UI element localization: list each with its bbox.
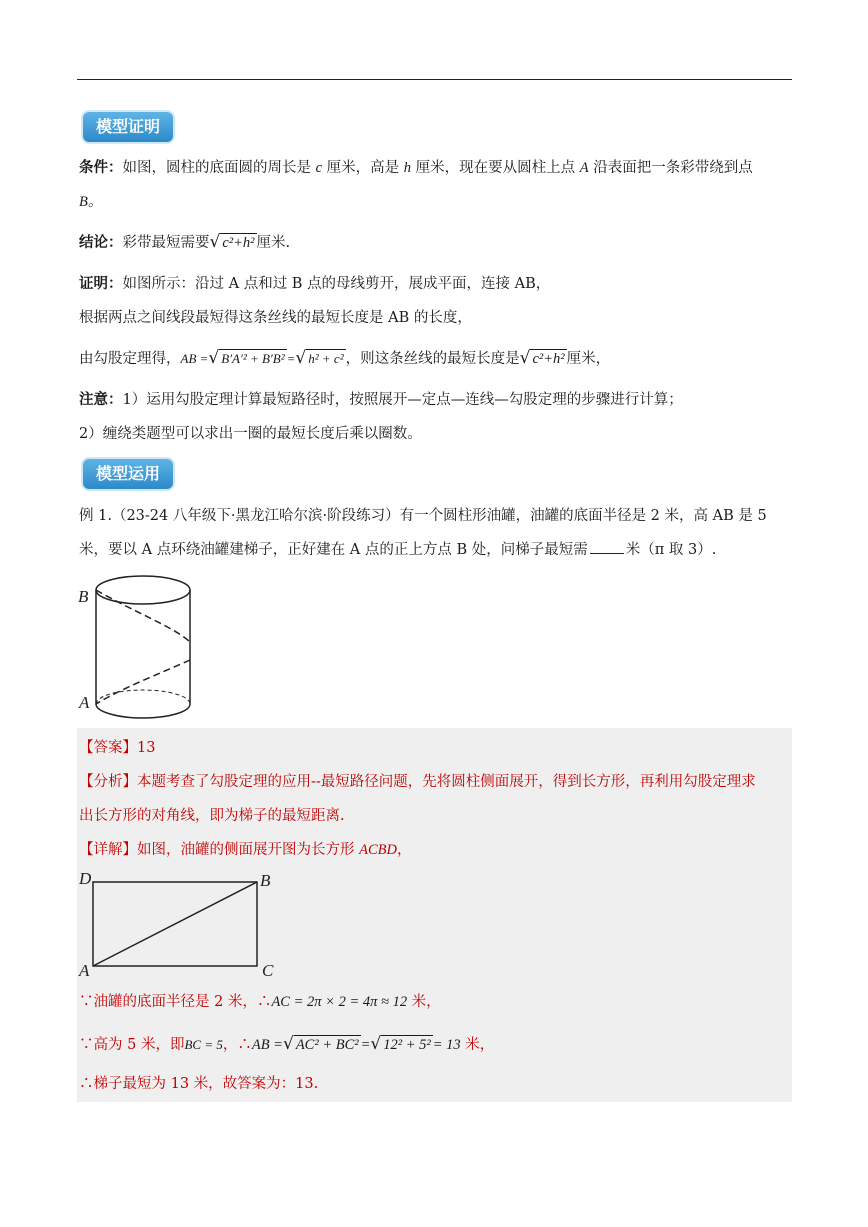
rect-label-b: B [260, 871, 271, 890]
answer-blank [590, 539, 624, 554]
rectangle-figure [74, 866, 284, 982]
badge-model-proof: 模型证明 [83, 112, 173, 142]
calc-line-2: ∵高为 5 米，即BC = 5，∴AB =√ AC² + BC² =√ 12² + 5² = 13 米， [79, 1034, 495, 1054]
cylinder-label-top: B [78, 587, 89, 606]
helix-lower [96, 660, 190, 704]
cylinder-bottom-arc [96, 704, 190, 718]
example-line-1: 例 1.（23-24 八年级下·黑龙江哈尔滨·阶段练习）有一个圆柱形油罐，油罐的底面半径是 2 米，高 AB 是 5 [79, 508, 767, 524]
cylinder-top-ellipse [96, 576, 190, 604]
rect-label-d: D [79, 869, 92, 888]
badge-model-apply: 模型运用 [83, 459, 173, 489]
proof-line-3: 由勾股定理得，AB =√ B′A′² + B′B² =√ h² + c² ，则这条丝线的最短长度是√ c²+h² 厘米， [79, 348, 611, 368]
note-line-1: 注意：1）运用勾股定理计算最短路径时，按照展开—定点—连线—勾股定理的步骤进行计算； [79, 391, 683, 408]
analysis-line-2: 出长方形的对角线，即为梯子的最短距离. [79, 808, 345, 824]
condition-line-2: B。 [79, 194, 103, 210]
note-line-2: 2）缠绕类题型可以求出一圈的最短长度后乘以圈数。 [79, 426, 422, 442]
header-rule [77, 79, 792, 80]
proof-line-1: 证明：如图所示：沿过 A 点和过 B 点的母线剪开，展成平面，连接 AB， [79, 275, 551, 292]
example-line-2: 米，要以 A 点环绕油罐建梯子，正好建在 A 点的正上方点 B 处，问梯子最短需 米（π 取 3）. [79, 539, 716, 561]
final-line: ∴梯子最短为 13 米，故答案为：13. [79, 1076, 319, 1092]
analysis-line-1: 【分析】本题考查了勾股定理的应用--最短路径问题，先将圆柱侧面展开，得到长方形，再利用勾股定理求 [79, 774, 756, 790]
answer-line: 【答案】13 [79, 740, 156, 756]
diagonal-ab [93, 882, 257, 966]
conclusion-line: 结论：彩带最短需要√ c²+h² 厘米. [79, 232, 291, 252]
rect-label-a: A [79, 961, 90, 980]
cylinder-label-bottom: A [79, 693, 90, 712]
condition-line-1: 条件：如图，圆柱的底面圆的周长是 c 厘米，高是 h 厘米，现在要从圆柱上点 A 沿表面把一条彩带绕到点 [79, 159, 753, 176]
cylinder-bottom-hidden-arc [96, 690, 190, 704]
cylinder-figure [74, 572, 204, 724]
helix-upper [96, 590, 190, 642]
proof-line-2: 根据两点之间线段最短得这条丝线的最短长度是 AB 的长度， [79, 310, 472, 326]
detail-line: 【详解】如图，油罐的侧面展开图为长方形 ACBD， [79, 842, 412, 858]
calc-line-1: ∵油罐的底面半径是 2 米，∴AC = 2π × 2 = 4π ≈ 12 米， [79, 994, 441, 1010]
rect-label-c: C [262, 961, 274, 980]
